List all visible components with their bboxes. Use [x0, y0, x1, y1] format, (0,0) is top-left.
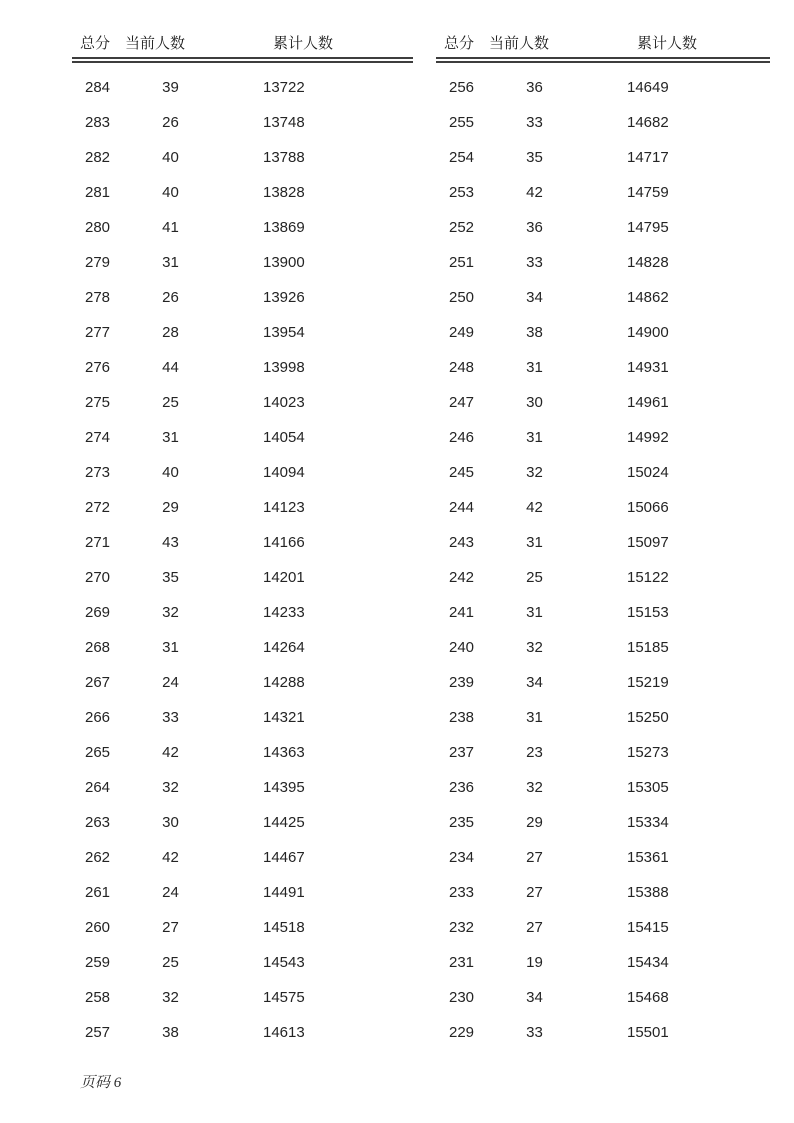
current-count-cell: 26	[162, 114, 179, 131]
table-row	[436, 140, 770, 175]
cumulative-count-cell: 15305	[627, 779, 669, 796]
current-count-cell: 30	[162, 814, 179, 831]
cumulative-count-cell: 13828	[263, 184, 305, 201]
total-score-cell: 240	[449, 639, 475, 656]
cumulative-count-cell: 15066	[627, 499, 669, 516]
cumulative-count-cell: 14363	[263, 744, 305, 761]
cumulative-count-cell: 14862	[627, 289, 669, 306]
current-count-cell: 39	[162, 79, 179, 96]
column-header-cumulative-count: 累计人数	[273, 36, 334, 52]
total-score-cell: 278	[85, 289, 111, 306]
cumulative-count-cell: 14961	[627, 394, 669, 411]
current-count-cell: 31	[526, 359, 543, 376]
table-row	[72, 105, 413, 140]
cumulative-count-cell: 15153	[627, 604, 669, 621]
column-header-current-count: 当前人数	[125, 36, 186, 52]
current-count-cell: 34	[526, 989, 543, 1006]
total-score-cell: 248	[449, 359, 475, 376]
current-count-cell: 24	[162, 674, 179, 691]
total-score-cell: 253	[449, 184, 475, 201]
cumulative-count-cell: 15501	[627, 1024, 669, 1041]
header-double-rule	[72, 57, 413, 63]
table-row	[436, 700, 770, 735]
current-count-cell: 27	[162, 919, 179, 936]
current-count-cell: 31	[526, 604, 543, 621]
current-count-cell: 19	[526, 954, 543, 971]
table-row	[72, 490, 413, 525]
cumulative-count-cell: 15468	[627, 989, 669, 1006]
current-count-cell: 42	[162, 744, 179, 761]
total-score-cell: 270	[85, 569, 111, 586]
table-row	[436, 385, 770, 420]
total-score-cell: 254	[449, 149, 475, 166]
current-count-cell: 33	[526, 1024, 543, 1041]
table-row	[72, 70, 413, 105]
table-row	[436, 210, 770, 245]
current-count-cell: 27	[526, 919, 543, 936]
table-row	[72, 875, 413, 910]
total-score-cell: 256	[449, 79, 475, 96]
total-score-cell: 230	[449, 989, 475, 1006]
table-row	[72, 350, 413, 385]
table-row	[72, 945, 413, 980]
table-row	[436, 560, 770, 595]
score-table-left	[72, 30, 413, 1050]
total-score-cell: 268	[85, 639, 111, 656]
cumulative-count-cell: 14233	[263, 604, 305, 621]
total-score-cell: 282	[85, 149, 111, 166]
cumulative-count-cell: 14900	[627, 324, 669, 341]
table-row	[436, 315, 770, 350]
cumulative-count-cell: 14094	[263, 464, 305, 481]
cumulative-count-cell: 15434	[627, 954, 669, 971]
cumulative-count-cell: 14264	[263, 639, 305, 656]
cumulative-count-cell: 14201	[263, 569, 305, 586]
current-count-cell: 31	[162, 429, 179, 446]
cumulative-count-cell: 15097	[627, 534, 669, 551]
total-score-cell: 276	[85, 359, 111, 376]
total-score-cell: 281	[85, 184, 111, 201]
total-score-cell: 272	[85, 499, 111, 516]
table-row	[436, 840, 770, 875]
total-score-cell: 237	[449, 744, 475, 761]
table-row	[436, 945, 770, 980]
total-score-cell: 283	[85, 114, 111, 131]
total-score-cell: 274	[85, 429, 111, 446]
current-count-cell: 25	[162, 954, 179, 971]
current-count-cell: 35	[162, 569, 179, 586]
cumulative-count-cell: 14682	[627, 114, 669, 131]
cumulative-count-cell: 14288	[263, 674, 305, 691]
table-row	[436, 770, 770, 805]
current-count-cell: 31	[162, 639, 179, 656]
current-count-cell: 44	[162, 359, 179, 376]
current-count-cell: 26	[162, 289, 179, 306]
cumulative-count-cell: 14054	[263, 429, 305, 446]
table-row	[436, 175, 770, 210]
cumulative-count-cell: 13722	[263, 79, 305, 96]
cumulative-count-cell: 14491	[263, 884, 305, 901]
total-score-cell: 273	[85, 464, 111, 481]
cumulative-count-cell: 15185	[627, 639, 669, 656]
current-count-cell: 29	[162, 499, 179, 516]
cumulative-count-cell: 15024	[627, 464, 669, 481]
total-score-cell: 271	[85, 534, 111, 551]
current-count-cell: 36	[526, 79, 543, 96]
total-score-cell: 280	[85, 219, 111, 236]
current-count-cell: 40	[162, 184, 179, 201]
total-score-cell: 267	[85, 674, 111, 691]
current-count-cell: 42	[162, 849, 179, 866]
table-row	[436, 105, 770, 140]
table-row	[436, 875, 770, 910]
total-score-cell: 263	[85, 814, 111, 831]
current-count-cell: 27	[526, 849, 543, 866]
cumulative-count-cell: 13900	[263, 254, 305, 271]
table-row	[436, 455, 770, 490]
total-score-cell: 266	[85, 709, 111, 726]
current-count-cell: 41	[162, 219, 179, 236]
total-score-cell: 262	[85, 849, 111, 866]
table-row	[72, 210, 413, 245]
cumulative-count-cell: 14759	[627, 184, 669, 201]
table-row	[72, 910, 413, 945]
table-row	[72, 140, 413, 175]
table-row	[72, 700, 413, 735]
table-row	[72, 805, 413, 840]
total-score-cell: 245	[449, 464, 475, 481]
table-row	[72, 735, 413, 770]
current-count-cell: 31	[162, 254, 179, 271]
table-body-left	[72, 70, 413, 1050]
cumulative-count-cell: 13954	[263, 324, 305, 341]
table-row	[436, 665, 770, 700]
table-row	[72, 840, 413, 875]
total-score-cell: 275	[85, 394, 111, 411]
current-count-cell: 32	[526, 464, 543, 481]
total-score-cell: 258	[85, 989, 111, 1006]
total-score-cell: 239	[449, 674, 475, 691]
table-row	[436, 280, 770, 315]
current-count-cell: 23	[526, 744, 543, 761]
total-score-cell: 260	[85, 919, 111, 936]
total-score-cell: 261	[85, 884, 111, 901]
table-row	[72, 1015, 413, 1050]
table-row	[436, 805, 770, 840]
table-row	[72, 630, 413, 665]
table-header-left	[72, 30, 413, 57]
cumulative-count-cell: 14931	[627, 359, 669, 376]
cumulative-count-cell: 14321	[263, 709, 305, 726]
cumulative-count-cell: 14395	[263, 779, 305, 796]
current-count-cell: 36	[526, 219, 543, 236]
current-count-cell: 38	[162, 1024, 179, 1041]
current-count-cell: 31	[526, 709, 543, 726]
cumulative-count-cell: 15388	[627, 884, 669, 901]
total-score-cell: 257	[85, 1024, 111, 1041]
current-count-cell: 34	[526, 674, 543, 691]
current-count-cell: 42	[526, 499, 543, 516]
table-row	[436, 630, 770, 665]
table-row	[72, 245, 413, 280]
current-count-cell: 40	[162, 464, 179, 481]
total-score-cell: 265	[85, 744, 111, 761]
cumulative-count-cell: 14166	[263, 534, 305, 551]
total-score-cell: 231	[449, 954, 475, 971]
total-score-cell: 247	[449, 394, 475, 411]
total-score-cell: 279	[85, 254, 111, 271]
current-count-cell: 33	[526, 114, 543, 131]
table-row	[72, 385, 413, 420]
current-count-cell: 43	[162, 534, 179, 551]
table-row	[72, 455, 413, 490]
current-count-cell: 24	[162, 884, 179, 901]
table-row	[72, 420, 413, 455]
cumulative-count-cell: 13869	[263, 219, 305, 236]
current-count-cell: 32	[162, 989, 179, 1006]
cumulative-count-cell: 14992	[627, 429, 669, 446]
table-row	[72, 280, 413, 315]
table-row	[72, 525, 413, 560]
total-score-cell: 241	[449, 604, 475, 621]
total-score-cell: 246	[449, 429, 475, 446]
total-score-cell: 234	[449, 849, 475, 866]
cumulative-count-cell: 15273	[627, 744, 669, 761]
current-count-cell: 32	[526, 639, 543, 656]
current-count-cell: 25	[526, 569, 543, 586]
cumulative-count-cell: 14575	[263, 989, 305, 1006]
page-number-footer: 页码 6	[80, 1075, 122, 1091]
total-score-cell: 232	[449, 919, 475, 936]
current-count-cell: 38	[526, 324, 543, 341]
total-score-cell: 233	[449, 884, 475, 901]
cumulative-count-cell: 14543	[263, 954, 305, 971]
cumulative-count-cell: 14518	[263, 919, 305, 936]
cumulative-count-cell: 15415	[627, 919, 669, 936]
total-score-cell: 236	[449, 779, 475, 796]
table-row	[72, 665, 413, 700]
table-row	[436, 350, 770, 385]
column-header-cumulative-count: 累计人数	[637, 36, 698, 52]
current-count-cell: 30	[526, 394, 543, 411]
total-score-cell: 249	[449, 324, 475, 341]
cumulative-count-cell: 14613	[263, 1024, 305, 1041]
current-count-cell: 25	[162, 394, 179, 411]
cumulative-count-cell: 14828	[627, 254, 669, 271]
cumulative-count-cell: 13998	[263, 359, 305, 376]
current-count-cell: 32	[526, 779, 543, 796]
table-row	[72, 560, 413, 595]
table-row	[436, 70, 770, 105]
cumulative-count-cell: 14467	[263, 849, 305, 866]
total-score-cell: 229	[449, 1024, 475, 1041]
table-row	[436, 525, 770, 560]
current-count-cell: 32	[162, 604, 179, 621]
cumulative-count-cell: 15219	[627, 674, 669, 691]
current-count-cell: 32	[162, 779, 179, 796]
table-row	[436, 980, 770, 1015]
total-score-cell: 250	[449, 289, 475, 306]
cumulative-count-cell: 14795	[627, 219, 669, 236]
column-header-total-score: 总分	[444, 36, 475, 52]
current-count-cell: 42	[526, 184, 543, 201]
total-score-cell: 277	[85, 324, 111, 341]
total-score-cell: 242	[449, 569, 475, 586]
cumulative-count-cell: 13926	[263, 289, 305, 306]
table-body-right	[436, 70, 770, 1050]
cumulative-count-cell: 15334	[627, 814, 669, 831]
table-row	[436, 490, 770, 525]
cumulative-count-cell: 14123	[263, 499, 305, 516]
cumulative-count-cell: 15250	[627, 709, 669, 726]
table-row	[72, 980, 413, 1015]
total-score-cell: 244	[449, 499, 475, 516]
total-score-cell: 243	[449, 534, 475, 551]
cumulative-count-cell: 13748	[263, 114, 305, 131]
table-row	[72, 175, 413, 210]
table-header-right	[436, 30, 770, 57]
total-score-cell: 235	[449, 814, 475, 831]
current-count-cell: 40	[162, 149, 179, 166]
column-header-total-score: 总分	[80, 36, 111, 52]
current-count-cell: 31	[526, 534, 543, 551]
current-count-cell: 33	[526, 254, 543, 271]
cumulative-count-cell: 15122	[627, 569, 669, 586]
total-score-cell: 252	[449, 219, 475, 236]
total-score-cell: 269	[85, 604, 111, 621]
current-count-cell: 35	[526, 149, 543, 166]
cumulative-count-cell: 14425	[263, 814, 305, 831]
table-row	[72, 770, 413, 805]
cumulative-count-cell: 14717	[627, 149, 669, 166]
table-row	[436, 910, 770, 945]
table-row	[436, 735, 770, 770]
total-score-cell: 238	[449, 709, 475, 726]
table-row	[436, 595, 770, 630]
table-row	[72, 315, 413, 350]
column-header-current-count: 当前人数	[489, 36, 550, 52]
table-row	[436, 420, 770, 455]
header-double-rule	[436, 57, 770, 63]
total-score-cell: 284	[85, 79, 111, 96]
total-score-cell: 251	[449, 254, 475, 271]
current-count-cell: 34	[526, 289, 543, 306]
table-row	[72, 595, 413, 630]
table-row	[436, 1015, 770, 1050]
total-score-cell: 259	[85, 954, 111, 971]
cumulative-count-cell: 15361	[627, 849, 669, 866]
total-score-cell: 264	[85, 779, 111, 796]
score-table-right	[436, 30, 770, 1050]
total-score-cell: 255	[449, 114, 475, 131]
cumulative-count-cell: 13788	[263, 149, 305, 166]
cumulative-count-cell: 14023	[263, 394, 305, 411]
current-count-cell: 29	[526, 814, 543, 831]
current-count-cell: 27	[526, 884, 543, 901]
table-row	[436, 245, 770, 280]
cumulative-count-cell: 14649	[627, 79, 669, 96]
current-count-cell: 31	[526, 429, 543, 446]
current-count-cell: 28	[162, 324, 179, 341]
current-count-cell: 33	[162, 709, 179, 726]
